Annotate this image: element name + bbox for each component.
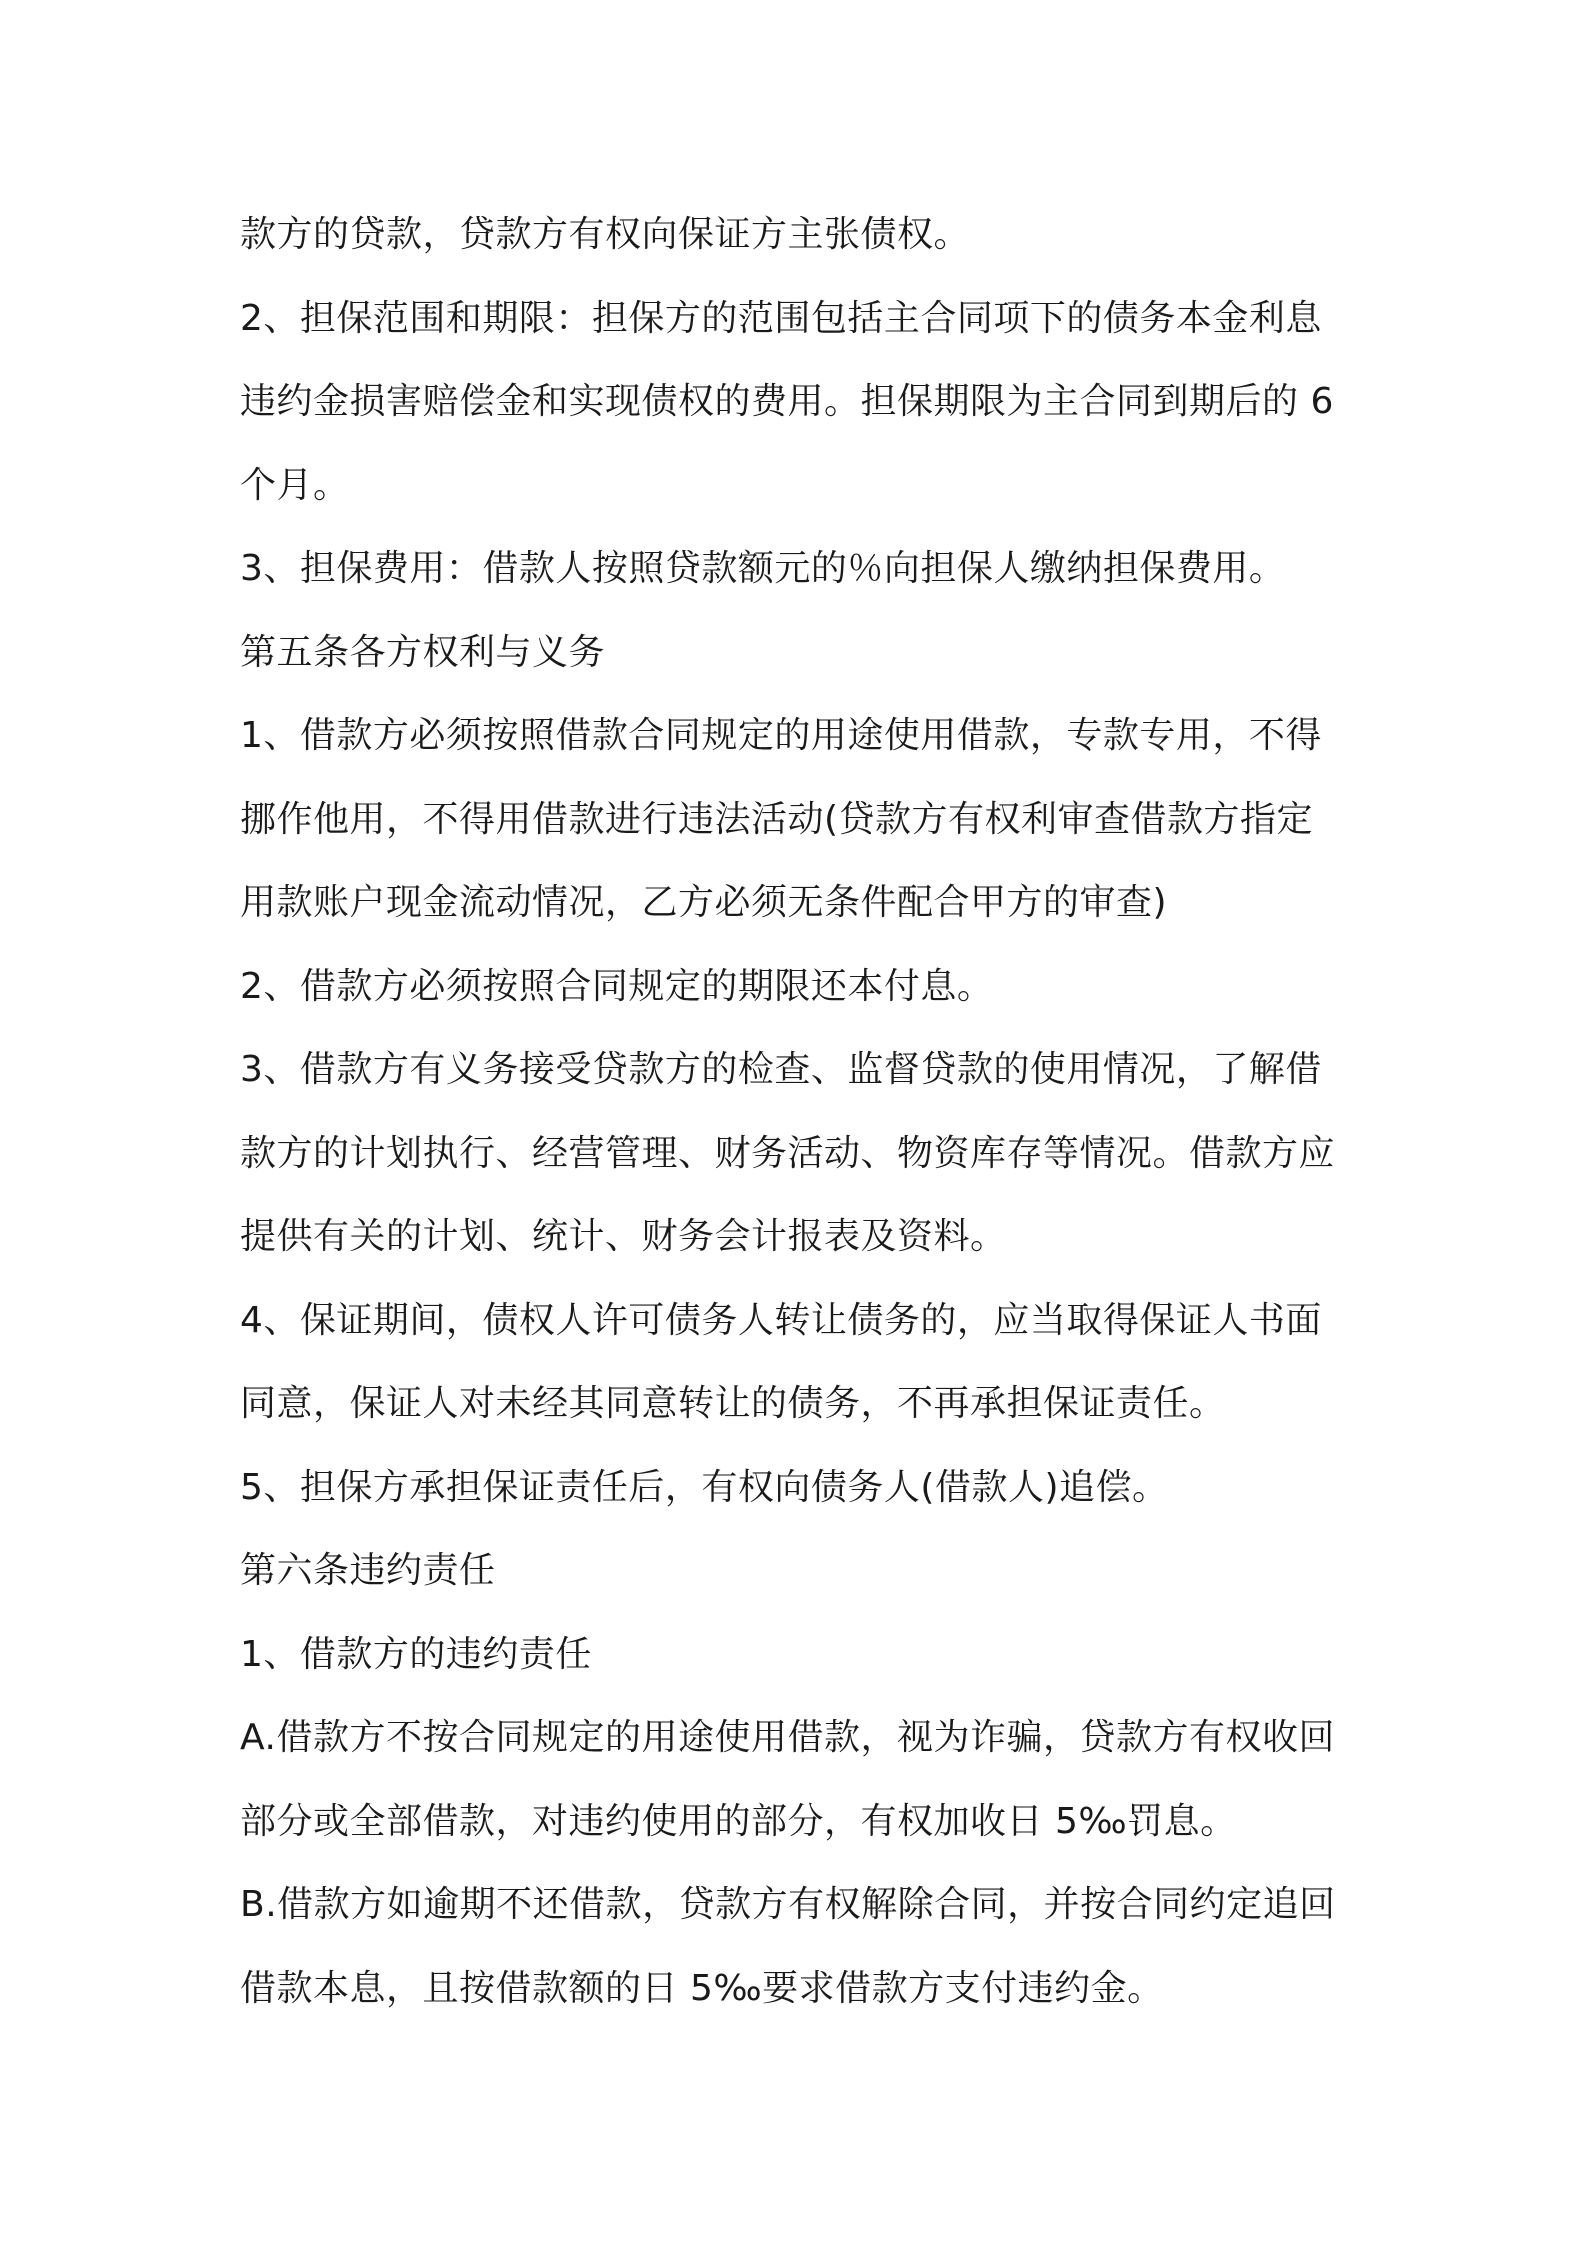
text-line: 提供有关的计划、统计、财务会计报表及资料。: [240, 1216, 1007, 1257]
text-line: 1、借款方必须按照借款合同规定的用途使用借款，专款专用，不得: [240, 715, 1322, 756]
text-line: 款方的贷款，贷款方有权向保证方主张债权。: [240, 214, 971, 255]
text-line: 3、借款方有义务接受贷款方的检查、监督贷款的使用情况，了解借: [240, 1049, 1322, 1090]
text-line: 违约金损害赔偿金和实现债权的费用。担保期限为主合同到期后的 6: [240, 381, 1334, 422]
text-line: 4、保证期间，债权人许可债务人转让债务的，应当取得保证人书面: [240, 1299, 1322, 1341]
text-line: 2、借款方必须按照合同规定的期限还本付息。: [240, 965, 994, 1007]
text-line: 同意，保证人对未经其同意转让的债务，不再承担保证责任。: [240, 1383, 1226, 1424]
text-line: 3、担保费用：借款人按照贷款额元的％向担保人缴纳担保费用。: [240, 548, 1286, 589]
text-line: 2、担保范围和期限：担保方的范围包括主合同项下的债务本金利息: [240, 297, 1322, 339]
document-body: [240, 193, 1360, 2030]
text-line: B.借款方如逾期不还借款，贷款方有权解除合同，并按合同约定追回: [240, 1884, 1336, 1925]
section-heading: 第五条各方权利与义务: [240, 631, 606, 673]
text-line: 借款本息，且按借款额的日 5‰要求借款方支付违约金。: [240, 1967, 1164, 2009]
text-line: 1、借款方的违约责任: [240, 1633, 592, 1675]
text-line: 个月。: [240, 464, 350, 506]
section-heading: 第六条违约责任: [240, 1550, 496, 1591]
text-line: A.借款方不按合同规定的用途使用借款，视为诈骗，贷款方有权收回: [240, 1717, 1335, 1758]
text-line: 5、担保方承担保证责任后，有权向债务人(借款人)追偿。: [240, 1466, 1169, 1508]
text-line: 款方的计划执行、经营管理、财务活动、物资库存等情况。借款方应: [240, 1132, 1336, 1174]
text-line: 部分或全部借款，对违约使用的部分，有权加收日 5‰罚息。: [240, 1800, 1237, 1842]
text-line: 挪作他用，不得用借款进行违法活动(贷款方有权利审查借款方指定: [240, 798, 1314, 840]
text-line: 用款账户现金流动情况，乙方必须无条件配合甲方的审查): [240, 882, 1168, 923]
